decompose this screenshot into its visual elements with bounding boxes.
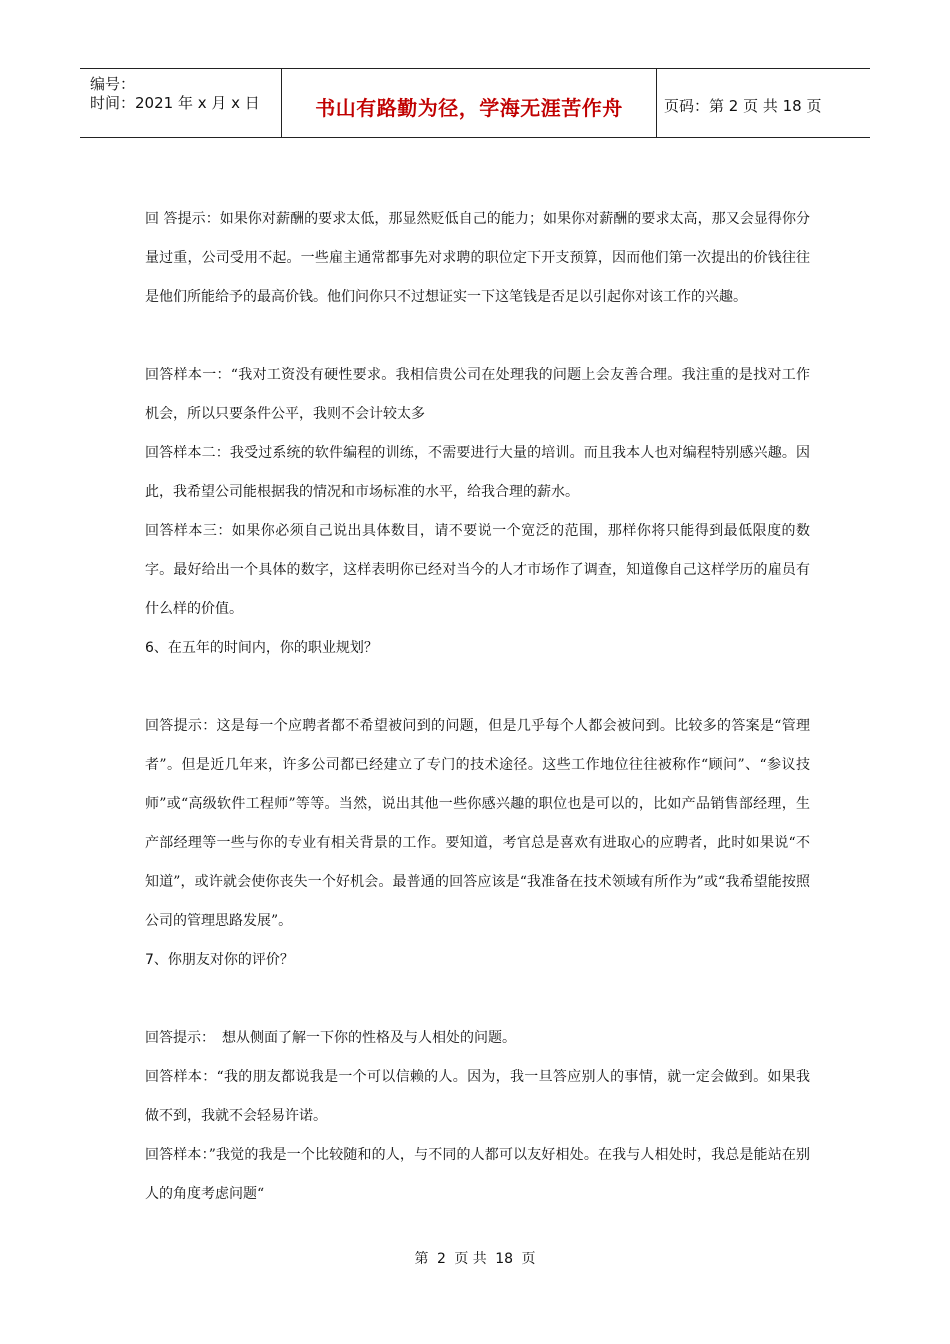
document-body	[145, 200, 810, 1214]
header-page-cell	[664, 69, 870, 137]
footer-current-page: 2	[436, 1251, 446, 1267]
header-motto-cell	[282, 69, 657, 137]
paragraph-sample-2: 回答样本二：我受过系统的软件编程的训练，不需要进行大量的培训。而且我本人也对编程特别感兴趣。因此，我希望公司能根据我的情况和市场标准的水平，给我合理的薪水。	[145, 445, 810, 500]
header-meta-cell	[80, 69, 282, 137]
paragraph-sample-7a: 回答样本：“我的朋友都说我是一个可以信赖的人。因为，我一旦答应别人的事情，就一定会做到。如果我做不到，我就不会轻易许诺。	[145, 1069, 810, 1124]
motto-text: 书山有路勤为径，学海无涯苦作舟	[315, 96, 623, 120]
time-label: 时间：2021 年 x 月 x 日	[90, 94, 260, 112]
footer-suffix: 页	[521, 1251, 536, 1267]
footer-middle: 页 共	[454, 1251, 487, 1267]
paragraph-sample-7b: 回答样本：”我觉的我是一个比较随和的人，与不同的人都可以友好相处。在我与人相处时，我总是能站在别人的角度考虑问题“	[145, 1147, 810, 1202]
paragraph-sample-1: 回答样本一：“我对工资没有硬性要求。我相信贵公司在处理我的问题上会友善合理。我注重的是找对工作机会，所以只要条件公平，我则不会计较太多	[145, 367, 810, 422]
footer-total-pages: 18	[495, 1251, 514, 1267]
paragraph-sample-3: 回答样本三：如果你必须自己说出具体数目，请不要说一个宽泛的范围，那样你将只能得到最低限度的数字。最好给出一个具体的数字，这样表明你已经对当今的人才市场作了调查，知道像自己这样学历的雇员有什么样的价值。	[145, 523, 810, 617]
page-info: 页码：第 2 页 共 18 页	[664, 97, 822, 115]
paragraph-hint-1: 回 答提示：如果你对薪酬的要求太低，那显然贬低自己的能力；如果你对薪酬的要求太高，那又会显得你分量过重，公司受用不起。一些雇主通常都事先对求聘的职位定下开支预算，因而他们第一次提出的价钱往往是他们所能给予的最高价钱。他们问你只不过想证实一下这笔钱是否足以引起你对该工作的兴趣。	[145, 211, 810, 305]
page-footer	[0, 1248, 950, 1268]
paragraph-hint-7: 回答提示： 想从侧面了解一下你的性格及与人相处的问题。	[145, 1030, 516, 1046]
number-label: 编号：	[90, 75, 136, 93]
footer-prefix: 第	[414, 1251, 429, 1267]
question-7: 7、你朋友对你的评价？	[145, 952, 294, 968]
question-6: 6、在五年的时间内，你的职业规划？	[145, 640, 378, 656]
page-header	[80, 68, 870, 138]
paragraph-hint-6: 回答提示：这是每一个应聘者都不希望被问到的问题，但是几乎每个人都会被问到。比较多的答案是“管理者”。但是近几年来，许多公司都已经建立了专门的技术途径。这些工作地位往往被称作“顾问”、“参议技师”或“高级软件工程师”等等。当然，说出其他一些你感兴趣的职位也是可以的，比如产品销售部经理，生产部经理等一些与你的专业有相关背景的工作。要知道，考官总是喜欢有进取心的应聘者，此时如果说“不知道”，或许就会使你丧失一个好机会。最普通的回答应该是“我准备在技术领域有所作为”或“我希望能按照公司的管理思路发展”。	[145, 718, 810, 929]
